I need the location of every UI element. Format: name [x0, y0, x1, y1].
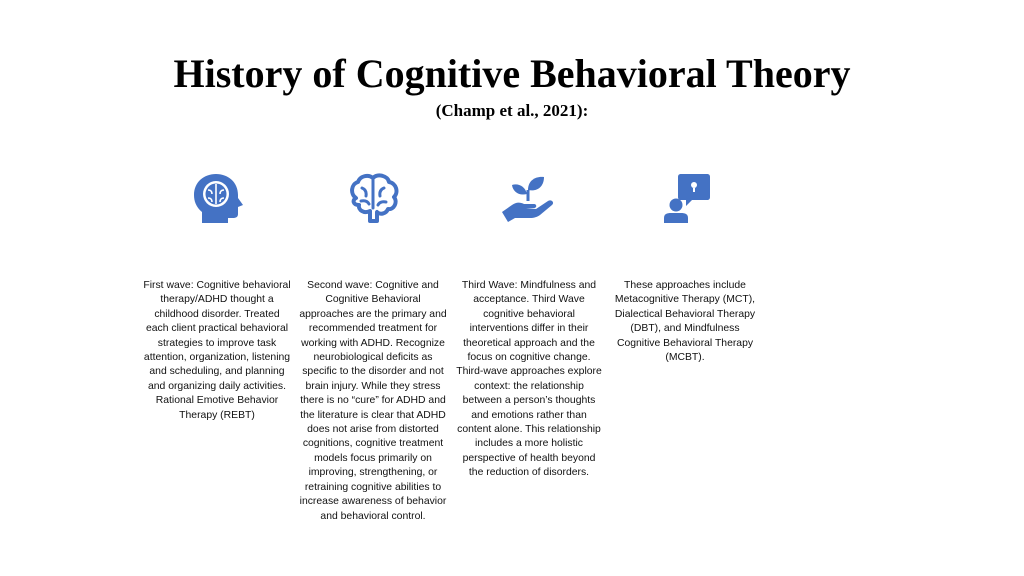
approaches-description: These approaches include Metacognitive Therapy (MCT), Dialectical Behavioral Therapy (DBT), and Mindfulness Cognitive Behavioral Therapy (MCBT).	[614, 280, 756, 364]
brain-icon	[344, 168, 404, 228]
person-speech-icon	[656, 168, 716, 228]
citation-subtitle: (Champ et al., 2021):	[435, 101, 589, 120]
hand-plant-icon	[498, 168, 558, 228]
first-wave-description: First wave: Cognitive behavioral therapy/ADHD thought a childhood disorder. Treated each client practical behavioral strategies to improve task attention, organization, listening and scheduling, and planning and organizing daily activities. Rational Emotive Behavior Therapy (REBT)	[143, 280, 291, 421]
third-wave-description: Third Wave: Mindfulness and acceptance. Third Wave cognitive behavioral interventions differ in their theoretical approach and the focus on cognitive change. Third-wave approaches explore context: the relationship between a person’s thoughts and emotions rather than content alone. This relationship includes a more holistic perspective of health beyond the reduction of disorders.	[456, 280, 602, 479]
page-title: History of Cognitive Behavioral Theory	[173, 51, 851, 96]
head-brain-icon	[188, 168, 248, 228]
second-wave-description: Second wave: Cognitive and Cognitive Behavioral approaches are the primary and recommended treatment for working with ADHD. Recognize neurobiological deficits as specific to the disorder and not brain injury. While they stress there is no “cure” for ADHD and the literature is clear that ADHD does not arise from distorted cognitions, cognitive treatment models focus primarily on improving, strengthening, or retraining cognitive abilities to increase awareness of behavior and behavioral control.	[299, 280, 447, 522]
